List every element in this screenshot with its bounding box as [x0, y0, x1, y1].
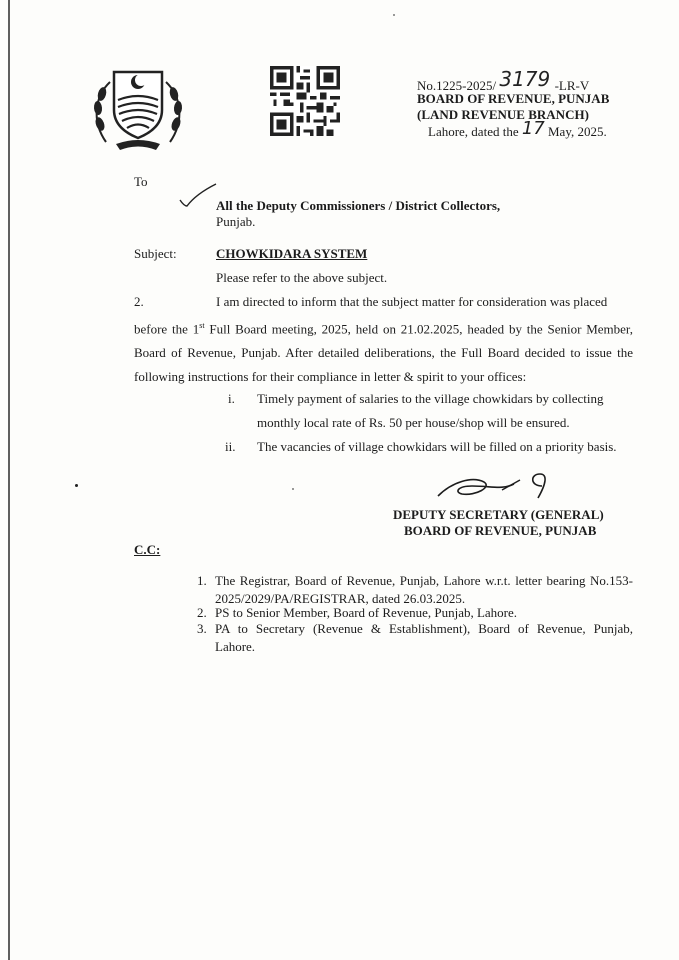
item-2-number: ii. — [225, 439, 236, 454]
item-1-text: Timely payment of salaries to the village chowkidars by collecting monthly local rate of Rs. 50 per house/shop will be ensured. — [257, 391, 604, 430]
subject-title: CHOWKIDARA SYSTEM — [216, 246, 368, 261]
subject-label: Subject: — [134, 246, 177, 261]
cc-2-text: PS to Senior Member, Board of Revenue, Punjab, Lahore. — [215, 605, 518, 620]
item-1-number: i. — [228, 391, 235, 406]
date-day-handwritten: 17 — [521, 118, 545, 139]
cc-1-number: 1. — [197, 573, 207, 588]
tick-mark-icon — [178, 182, 218, 210]
ref-prefix: No.1225-2025/ — [417, 78, 497, 93]
para-2-text-b: Full Board meeting, 2025, held on 21.02.2025, headed by the Senior Member, Board of Revenue, Punjab. After detailed deliberations, the Full Board decided to issue the following instructions for their compliance in letter & spirit to your offices: — [134, 321, 633, 385]
para-2-superscript: st — [199, 321, 205, 330]
cc-3-text: PA to Secretary (Revenue & Establishment), Board of Revenue, Punjab, Lahore. — [215, 621, 633, 654]
cc-label: C.C: — [134, 542, 161, 557]
ref-number-handwritten: 3179 — [499, 67, 551, 91]
cc-1-text: The Registrar, Board of Revenue, Punjab, Lahore w.r.t. letter bearing No.153-2025/2029/PA/REGISTRAR, dated 26.03.2025. — [215, 573, 633, 606]
org-line-1: BOARD OF REVENUE, PUNJAB — [417, 91, 610, 106]
date-prefix: Lahore, dated the — [428, 124, 519, 139]
page-edge-line — [8, 0, 10, 960]
item-2-text: The vacancies of village chowkidars will be filled on a priority basis. — [257, 439, 617, 454]
ref-suffix: -LR-V — [554, 78, 590, 93]
punjab-emblem-icon — [88, 62, 188, 152]
para-2-number: 2. — [134, 294, 144, 309]
qr-code-icon — [270, 66, 340, 136]
stray-mark — [75, 484, 78, 487]
addressee: All the Deputy Commissioners / District Collectors, — [216, 198, 501, 213]
addressee-place: Punjab. — [216, 214, 256, 229]
to-label: To — [134, 174, 148, 189]
cc-3-number: 3. — [197, 621, 207, 636]
signatory-designation: DEPUTY SECRETARY (GENERAL) — [393, 507, 604, 522]
signature-icon — [432, 468, 562, 504]
date-suffix: May, 2025. — [548, 124, 607, 139]
signatory-org: BOARD OF REVENUE, PUNJAB — [404, 523, 597, 538]
para-2-text-a: before the 1 — [134, 321, 200, 337]
cc-2-number: 2. — [197, 605, 207, 620]
para-1: Please refer to the above subject. — [216, 270, 388, 285]
org-line-2: (LAND REVENUE BRANCH) — [417, 107, 589, 122]
para-2-body — [134, 314, 633, 389]
stray-mark — [393, 14, 395, 16]
para-2-first-line: I am directed to inform that the subject matter for consideration was placed — [216, 294, 608, 309]
letter-date — [428, 118, 607, 141]
stray-mark — [292, 488, 294, 490]
